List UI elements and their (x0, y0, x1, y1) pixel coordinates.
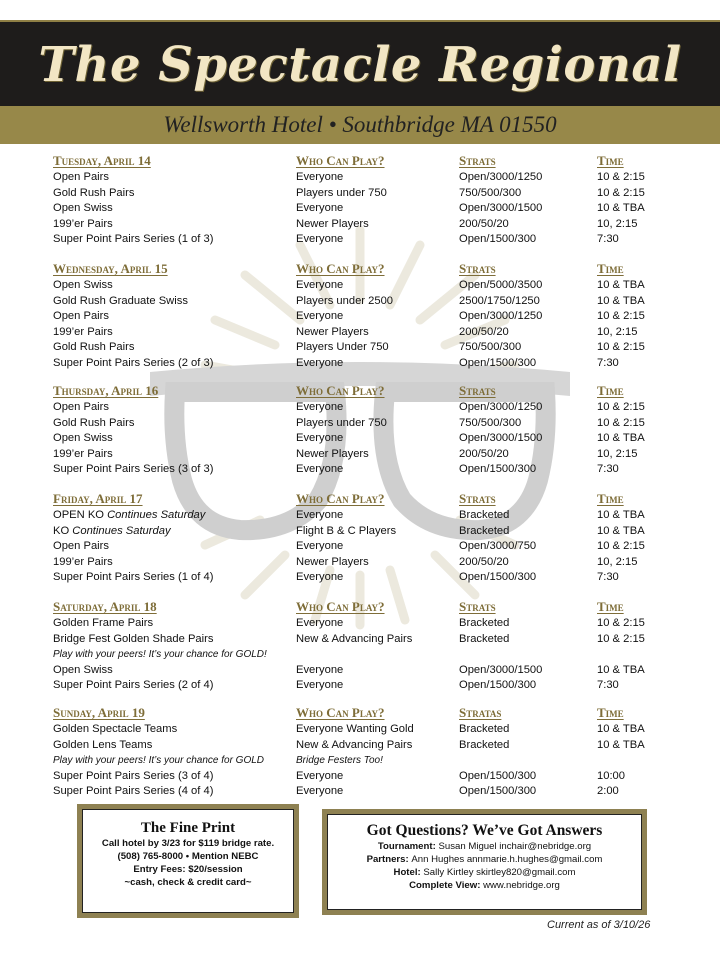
event-title: Super Point Pairs Series (2 of 3) (53, 357, 214, 369)
event-name (53, 738, 152, 753)
event-row (0, 663, 720, 679)
event-eligibility: Players Under 750 (296, 341, 389, 354)
event-strats: 2500/1750/1250 (459, 294, 540, 307)
event-title: Gold Rush Pairs (53, 341, 135, 354)
event-title: Super Point Pairs Series (2 of 4) (53, 679, 214, 692)
event-strats: Open/3000/1250 (459, 310, 543, 323)
event-time: 10 & 2:15 (597, 401, 645, 413)
contact-label: Hotel: (393, 867, 421, 878)
event-name (53, 447, 113, 462)
event-eligibility: Everyone (296, 785, 344, 798)
event-name (53, 678, 213, 693)
event-eligibility: Newer Players (296, 555, 369, 568)
event-row (0, 400, 720, 416)
note-row (0, 647, 720, 663)
event-time: 10 & 2:15 (597, 540, 645, 553)
event-strats: Open/1500/300 (459, 233, 537, 246)
event-time: 7:30 (597, 357, 619, 369)
event-name (53, 278, 113, 293)
event-row (0, 232, 720, 248)
event-name (53, 769, 213, 784)
day-header (0, 383, 720, 399)
column-header-strats: Strats (459, 383, 496, 398)
event-row (0, 722, 720, 738)
event-time: 7:30 (597, 233, 619, 246)
event-eligibility: Everyone (296, 202, 344, 215)
event-time: 7:30 (597, 571, 619, 584)
event-strats: Open/5000/3500 (459, 279, 543, 291)
event-title: Open Pairs (53, 401, 109, 413)
event-eligibility: Everyone (296, 310, 344, 323)
event-strats: Bracketed (459, 524, 510, 537)
day-label: Thursday, April 16 (53, 383, 159, 398)
event-name (53, 663, 113, 678)
event-strats: Bracketed (459, 632, 510, 645)
event-eligibility: Flight B & C Players (296, 524, 397, 537)
event-title: Open Pairs (53, 540, 109, 553)
event-strats: Open/1500/300 (459, 357, 537, 369)
column-header-strats: Strats (459, 261, 496, 276)
event-name (53, 508, 205, 523)
event-name (53, 416, 134, 431)
questions-title: Got Questions? We’ve Got Answers (366, 822, 603, 839)
event-eligibility: Everyone (296, 679, 344, 692)
event-strats: Open/3000/1500 (459, 663, 543, 676)
event-strats: Open/3000/1500 (459, 432, 543, 445)
event-eligibility: Everyone (296, 463, 344, 476)
event-strats: Bracketed (459, 723, 510, 735)
event-strats: Open/3000/1250 (459, 401, 543, 413)
event-name (53, 632, 213, 647)
event-row (0, 539, 720, 555)
event-strats: 750/500/300 (459, 341, 522, 354)
event-name (53, 539, 109, 554)
event-name (53, 784, 213, 799)
event-eligibility: Everyone (296, 233, 344, 246)
event-eligibility: Everyone Wanting Gold (296, 723, 414, 735)
event-time: 10 & TBA (597, 663, 645, 676)
event-strats: 200/50/20 (459, 447, 509, 460)
event-title: 199’er Pairs (53, 447, 113, 460)
event-title: Golden Lens Teams (53, 738, 153, 751)
column-header-who: Who Can Play? (296, 491, 385, 506)
contact-label: Partners: (366, 854, 409, 865)
event-eligibility: Everyone (296, 617, 344, 629)
day-label: Saturday, April 18 (53, 599, 157, 614)
event-strats: Bracketed (459, 617, 510, 629)
event-strats: Bracketed (459, 509, 510, 521)
event-eligibility: Everyone (296, 171, 344, 183)
event-suffix: Continues Saturday (72, 524, 171, 537)
event-title: Super Point Pairs Series (1 of 4) (53, 571, 214, 584)
column-header-time: Time (597, 383, 624, 398)
event-row (0, 632, 720, 648)
event-title: 199’er Pairs (53, 217, 113, 230)
event-title: KO (53, 524, 70, 537)
event-strats: 200/50/20 (459, 325, 509, 338)
event-time: 10 & TBA (597, 723, 645, 735)
event-eligibility: New & Advancing Pairs (296, 632, 413, 645)
event-name (53, 232, 213, 247)
event-row (0, 309, 720, 325)
event-time: 10 & TBA (597, 279, 645, 291)
fine-print-line: ~cash, check & credit card~ (124, 877, 252, 888)
event-name (53, 325, 113, 340)
event-time: 10 & 2:15 (597, 186, 645, 199)
event-row (0, 738, 720, 754)
event-time: 10 & TBA (597, 202, 645, 215)
event-name (53, 555, 113, 570)
event-name (53, 217, 113, 232)
event-strats: 750/500/300 (459, 416, 522, 429)
event-note: Play with your peers! It’s your chance for GOLD! (53, 649, 267, 661)
event-time: 10 & TBA (597, 432, 645, 445)
event-time: 10 & 2:15 (597, 416, 645, 429)
event-row (0, 170, 720, 186)
page-title: The Spectacle Regional (38, 37, 682, 93)
column-header-time: Time (597, 491, 624, 506)
event-strats: 200/50/20 (459, 555, 509, 568)
event-time: 10 & 2:15 (597, 341, 645, 354)
column-header-who: Who Can Play? (296, 153, 385, 168)
contact-value[interactable]: Ann Hughes annmarie.h.hughes@gmail.com (411, 854, 603, 865)
event-note: Play with your peers! It’s your chance for GOLD (53, 755, 265, 767)
event-title: Super Point Pairs Series (3 of 3) (53, 463, 214, 476)
contact-label: Complete View: (409, 880, 481, 891)
event-title: Open Swiss (53, 432, 113, 445)
event-row (0, 784, 720, 800)
fine-print-line: Entry Fees: $20/session (133, 864, 243, 875)
event-strats: Open/3000/1500 (459, 202, 543, 215)
event-title: Gold Rush Graduate Swiss (53, 294, 188, 307)
day-header (0, 599, 720, 615)
event-name (53, 201, 113, 216)
contact-label: Tournament: (377, 841, 436, 852)
event-title: Open Swiss (53, 202, 113, 215)
event-row (0, 186, 720, 202)
event-row (0, 278, 720, 294)
event-name (53, 356, 213, 371)
event-name (53, 170, 109, 185)
event-strats: Open/1500/300 (459, 463, 537, 476)
event-name (53, 462, 213, 477)
event-strats: Open/3000/750 (459, 540, 537, 553)
column-header-time: Time (597, 153, 624, 168)
event-title: Open Pairs (53, 171, 109, 183)
event-eligibility: Newer Players (296, 325, 369, 338)
event-title: Super Point Pairs Series (1 of 3) (53, 233, 214, 246)
event-title: 199’er Pairs (53, 325, 113, 338)
event-strats: Bracketed (459, 738, 510, 751)
event-time: 10 & TBA (597, 294, 645, 307)
event-row (0, 356, 720, 372)
event-strats: 750/500/300 (459, 186, 522, 199)
event-eligibility: Everyone (296, 769, 344, 782)
event-row (0, 678, 720, 694)
note-row (0, 753, 720, 769)
event-title: Bridge Fest Golden Shade Pairs (53, 632, 214, 645)
event-name (53, 431, 113, 446)
event-row (0, 416, 720, 432)
column-header-time: Time (597, 599, 624, 614)
column-header-time: Time (597, 705, 624, 720)
event-time: 10 & TBA (597, 509, 645, 521)
event-row (0, 508, 720, 524)
event-strats: Open/1500/300 (459, 571, 537, 584)
event-time: 10 & 2:15 (597, 617, 645, 629)
event-title: Super Point Pairs Series (3 of 4) (53, 769, 214, 782)
event-title: Open Swiss (53, 663, 113, 676)
column-header-who: Who Can Play? (296, 261, 385, 276)
event-strats: Open/1500/300 (459, 769, 537, 782)
event-eligibility: Players under 750 (296, 416, 387, 429)
event-row (0, 616, 720, 632)
column-header-strats: Stratas (459, 705, 502, 720)
event-time: 10, 2:15 (597, 325, 638, 338)
event-name (53, 616, 153, 631)
event-eligibility: Everyone (296, 663, 344, 676)
column-header-strats: Strats (459, 153, 496, 168)
event-row (0, 431, 720, 447)
event-eligibility: Everyone (296, 432, 344, 445)
day-header (0, 261, 720, 277)
event-suffix: Continues Saturday (107, 509, 206, 521)
day-label: Sunday, April 19 (53, 705, 145, 720)
event-eligibility: Newer Players (296, 217, 369, 230)
event-row (0, 340, 720, 356)
event-row (0, 447, 720, 463)
fine-print-title: The Fine Print (140, 820, 236, 836)
event-eligibility: Players under 750 (296, 186, 387, 199)
event-row (0, 201, 720, 217)
event-row (0, 524, 720, 540)
event-time: 7:30 (597, 679, 619, 692)
column-header-time: Time (597, 261, 624, 276)
event-time: 10 & 2:15 (597, 310, 645, 323)
event-name (53, 570, 213, 585)
event-time: 10, 2:15 (597, 217, 638, 230)
event-name (53, 400, 109, 415)
current-as-of: Current as of 3/10/26 (547, 919, 651, 931)
contact-value[interactable]: Susan Miguel inchair@nebridge.org (438, 841, 592, 852)
event-title: Gold Rush Pairs (53, 186, 135, 199)
column-header-strats: Strats (459, 491, 496, 506)
event-time: 2:00 (597, 785, 619, 798)
event-eligibility: Everyone (296, 509, 344, 521)
event-row (0, 769, 720, 785)
contact-value[interactable]: Sally Kirtley skirtley820@gmail.com (423, 867, 576, 878)
event-row (0, 462, 720, 478)
event-row (0, 570, 720, 586)
event-eligibility: Newer Players (296, 447, 369, 460)
day-label: Tuesday, April 14 (53, 153, 151, 168)
event-name (53, 340, 134, 355)
column-header-who: Who Can Play? (296, 599, 385, 614)
event-row (0, 294, 720, 310)
event-title: 199’er Pairs (53, 555, 113, 568)
event-strats: 200/50/20 (459, 217, 509, 230)
event-title: OPEN KO (53, 509, 104, 521)
event-row (0, 325, 720, 341)
event-name (53, 722, 177, 737)
event-eligibility: Everyone (296, 279, 344, 291)
event-title: Open Pairs (53, 310, 109, 323)
event-note: Bridge Festers Too! (296, 755, 383, 767)
event-time: 7:30 (597, 463, 619, 476)
contact-value[interactable]: www.nebridge.org (483, 880, 560, 891)
event-row (0, 217, 720, 233)
event-time: 10:00 (597, 769, 625, 782)
event-name (53, 524, 171, 539)
event-title: Super Point Pairs Series (4 of 4) (53, 785, 214, 798)
fine-print-line: Call hotel by 3/23 for $119 bridge rate. (101, 838, 275, 849)
event-name (53, 294, 188, 309)
event-time: 10 & TBA (597, 524, 645, 537)
event-title: Open Swiss (53, 279, 113, 291)
event-time: 10 & TBA (597, 738, 645, 751)
day-header (0, 491, 720, 507)
column-header-who: Who Can Play? (296, 705, 385, 720)
event-eligibility: Everyone (296, 401, 344, 413)
column-header-strats: Strats (459, 599, 496, 614)
event-strats: Open/1500/300 (459, 785, 537, 798)
event-eligibility: Everyone (296, 540, 344, 553)
day-label: Wednesday, April 15 (53, 261, 168, 276)
event-time: 10 & 2:15 (597, 171, 645, 183)
day-header (0, 705, 720, 721)
event-time: 10 & 2:15 (597, 632, 645, 645)
event-strats: Open/1500/300 (459, 679, 537, 692)
event-eligibility: New & Advancing Pairs (296, 738, 413, 751)
venue-subtitle: Wellsworth Hotel • Southbridge MA 01550 (163, 112, 557, 137)
day-header (0, 153, 720, 169)
event-time: 10, 2:15 (597, 447, 638, 460)
event-row (0, 555, 720, 571)
event-title: Gold Rush Pairs (53, 416, 135, 429)
fine-print-line: (508) 765-8000 • Mention NEBC (117, 851, 259, 862)
event-title: Golden Frame Pairs (53, 617, 154, 629)
column-header-who: Who Can Play? (296, 383, 385, 398)
event-time: 10, 2:15 (597, 555, 638, 568)
event-title: Golden Spectacle Teams (53, 723, 178, 735)
event-strats: Open/3000/1250 (459, 171, 543, 183)
event-eligibility: Everyone (296, 571, 344, 584)
event-name (53, 186, 134, 201)
day-label: Friday, April 17 (53, 491, 143, 506)
event-name (53, 309, 109, 324)
event-eligibility: Everyone (296, 357, 344, 369)
event-eligibility: Players under 2500 (296, 294, 394, 307)
